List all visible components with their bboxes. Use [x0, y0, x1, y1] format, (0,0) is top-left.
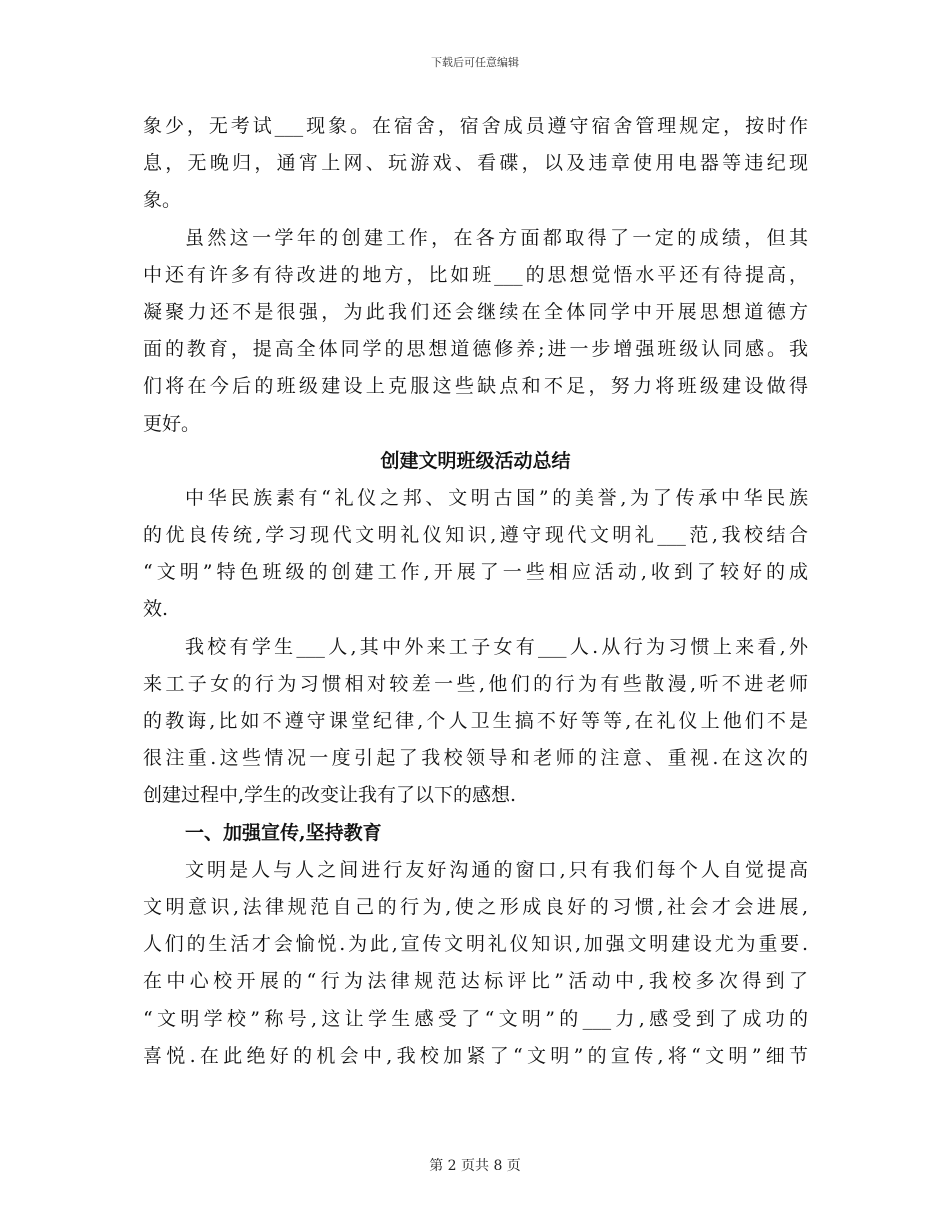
document-body [143, 108, 808, 1075]
text-line: 面的教育，提高全体同学的思想道德修养;进一步增强班级认同感。我 [143, 338, 808, 361]
text-line: 更好。 [143, 412, 201, 435]
page-footer: 第 2 页共 8 页 [429, 1158, 521, 1174]
text-line: 的教诲,比如不遵守课堂纪律,个人卫生搞不好等等,在礼仪上他们不是 [143, 710, 808, 732]
text-line: 虽然这一学年的创建工作，在各方面都取得了一定的成绩，但其 [185, 226, 808, 249]
text-line: 人们的生活才会愉悦.为此,宣传文明礼仪知识,加强文明建设尤为重要. [143, 933, 808, 956]
text-line: 文明是人与人之间进行友好沟通的窗口,只有我们每个人自觉提高 [185, 858, 808, 881]
paragraph-4 [143, 629, 808, 815]
text-line: 我校有学生___人,其中外来工子女有___人.从行为习惯上来看,外 [185, 635, 808, 658]
text-line: 们将在今后的班级建设上克服这些缺点和不足，努力将班级建设做得 [143, 375, 808, 398]
text-line: 效. [143, 598, 169, 621]
text-line: 文明意识,法律规范自己的行为,使之形成良好的习惯,社会才会进展, [143, 895, 808, 918]
text-line: 象少，无考试___现象。在宿舍，宿舍成员遵守宿舍管理规定，按时作 [143, 115, 808, 137]
paragraph-1 [143, 108, 808, 220]
text-line: 创建过程中,学生的改变让我有了以下的感想. [143, 784, 517, 807]
text-line: 的优良传统,学习现代文明礼仪知识,遵守现代文明礼___范,我校结合 [143, 524, 808, 547]
text-line: 中华民族素有“礼仪之邦、文明古国”的美誉,为了传承中华民族 [185, 486, 808, 509]
text-line: “文明”特色班级的创建工作,开展了一些相应活动,收到了较好的成 [143, 561, 808, 584]
subsection-heading: 一、加强宣传,坚持教育 [185, 821, 382, 844]
page-header: 下载后可任意编辑 [431, 56, 519, 69]
text-line: 喜悦.在此绝好的机会中,我校加紧了“文明”的宣传,将“文明”细节 [143, 1044, 808, 1067]
text-line: 息，无晚归，通宵上网、玩游戏、看碟，以及违章使用电器等违纪现 [143, 152, 808, 175]
text-line: 在中心校开展的“行为法律规范达标评比”活动中,我校多次得到了 [143, 970, 808, 993]
text-line: 来工子女的行为习惯相对较差一些,他们的行为有些散漫,听不进老师 [143, 672, 808, 695]
text-line: 象。 [143, 189, 182, 212]
paragraph-3 [143, 480, 808, 629]
text-line: 很注重.这些情况一度引起了我校领导和老师的注意、重视.在这次的 [143, 747, 808, 770]
paragraph-2 [143, 220, 808, 443]
section-title: 创建文明班级活动总结 [380, 449, 571, 472]
text-line: 中还有许多有待改进的地方，比如班___的思想觉悟水平还有待提高， [143, 263, 808, 286]
text-line: 凝聚力还不是很强，为此我们还会继续在全体同学中开展思想道德方 [143, 300, 808, 323]
text-line: “文明学校”称号,这让学生感受了“文明”的___力,感受到了成功的 [143, 1007, 808, 1030]
paragraph-5 [143, 852, 808, 1075]
